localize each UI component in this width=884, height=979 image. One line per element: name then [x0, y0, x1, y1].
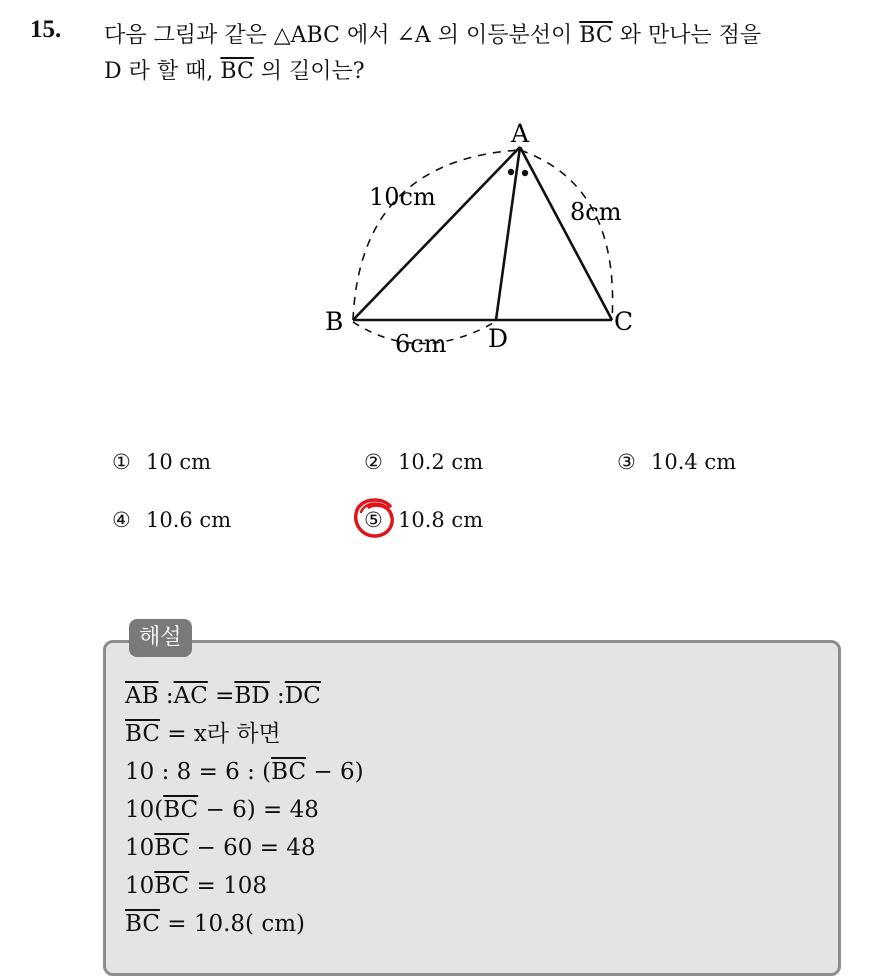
- question-text: [104, 18, 874, 90]
- solution-text: = x라 하면: [159, 721, 281, 747]
- question-number: 15.: [30, 16, 62, 43]
- segment-bc-overline: $\overline{BC}$: [579, 23, 613, 48]
- length-label-ab: 10cm: [369, 183, 436, 211]
- angle-mark-dot: [508, 169, 514, 175]
- solution-text: − 6) = 48: [198, 797, 319, 823]
- solution-line-7: [125, 905, 364, 943]
- segment-overline: $\overline{DC}$: [284, 683, 321, 709]
- choice-text: 10.4 cm: [651, 450, 737, 474]
- question-text-part: D 라 할 때,: [104, 59, 221, 84]
- length-label-ac: 8cm: [570, 198, 622, 226]
- solution-tag: 해설: [129, 619, 192, 657]
- choice-text: 10.8 cm: [398, 508, 484, 532]
- choice-text: 10 cm: [146, 450, 212, 474]
- answer-circle-mark: [352, 496, 402, 542]
- solution-text: − 6): [306, 759, 364, 785]
- solution-line-5: [125, 829, 364, 867]
- solution-text: 10: [125, 873, 155, 899]
- solution-text: = 108: [189, 873, 268, 899]
- segment-overline: $\overline{BC}$: [271, 759, 307, 785]
- solution-text: 10 : 8 = 6 : (: [125, 759, 272, 785]
- solution-text: 10: [125, 835, 155, 861]
- solution-line-1: [125, 677, 364, 715]
- solution-text: =: [207, 683, 235, 709]
- triangle-figure: [320, 115, 660, 365]
- question-line-2: [104, 54, 874, 90]
- segment-overline: $\overline{BC}$: [154, 835, 190, 861]
- answer-choice-1[interactable]: [112, 450, 211, 474]
- segment-overline: $\overline{BD}$: [234, 683, 270, 709]
- segment-overline: $\overline{BC}$: [163, 797, 199, 823]
- solution-text: :: [158, 683, 174, 709]
- solution-text: = 10.8( cm): [159, 911, 305, 937]
- point-label-d: D: [488, 324, 509, 353]
- choice-mark: ⑤: [364, 508, 383, 532]
- question-text-part: 의 길이는?: [253, 59, 365, 84]
- answer-choice-4[interactable]: [112, 508, 231, 532]
- vertex-label-a: A: [511, 119, 530, 148]
- side-ac: [520, 147, 612, 320]
- solution-line-2: [125, 715, 364, 753]
- solution-text: − 60 = 48: [189, 835, 316, 861]
- length-label-bd: 6cm: [395, 330, 447, 358]
- choice-mark: ④: [112, 508, 131, 532]
- answer-choice-2[interactable]: [364, 450, 483, 474]
- answer-choice-3[interactable]: [617, 450, 736, 474]
- segment-overline: $\overline{AB}$: [125, 683, 159, 709]
- segment-overline: $\overline{BC}$: [125, 911, 160, 937]
- solution-line-6: [125, 867, 364, 905]
- question-text-part: 다음 그림과 같은 △ABC 에서 ∠A 의 이등분선이: [104, 23, 580, 48]
- segment-overline: $\overline{BC}$: [125, 721, 160, 747]
- vertex-label-b: B: [325, 307, 344, 336]
- solution-text: :: [269, 683, 285, 709]
- solution-lines: [125, 677, 364, 943]
- choice-mark: ①: [112, 450, 131, 474]
- solution-text: 10(: [125, 797, 164, 823]
- vertex-label-c: C: [614, 307, 634, 336]
- question-text-part: 와 만나는 점을: [612, 23, 762, 48]
- choice-mark: ③: [617, 450, 636, 474]
- solution-line-3: [125, 753, 364, 791]
- choice-mark: ②: [364, 450, 383, 474]
- solution-line-4: [125, 791, 364, 829]
- segment-overline: $\overline{BC}$: [154, 873, 190, 899]
- choice-text: 10.2 cm: [398, 450, 484, 474]
- angle-mark-dot: [522, 170, 528, 176]
- question-line-1: [104, 18, 874, 54]
- choice-text: 10.6 cm: [146, 508, 232, 532]
- segment-bc-overline: $\overline{BC}$: [220, 59, 254, 84]
- segment-overline: $\overline{AC}$: [173, 683, 208, 709]
- side-ab: [353, 147, 520, 320]
